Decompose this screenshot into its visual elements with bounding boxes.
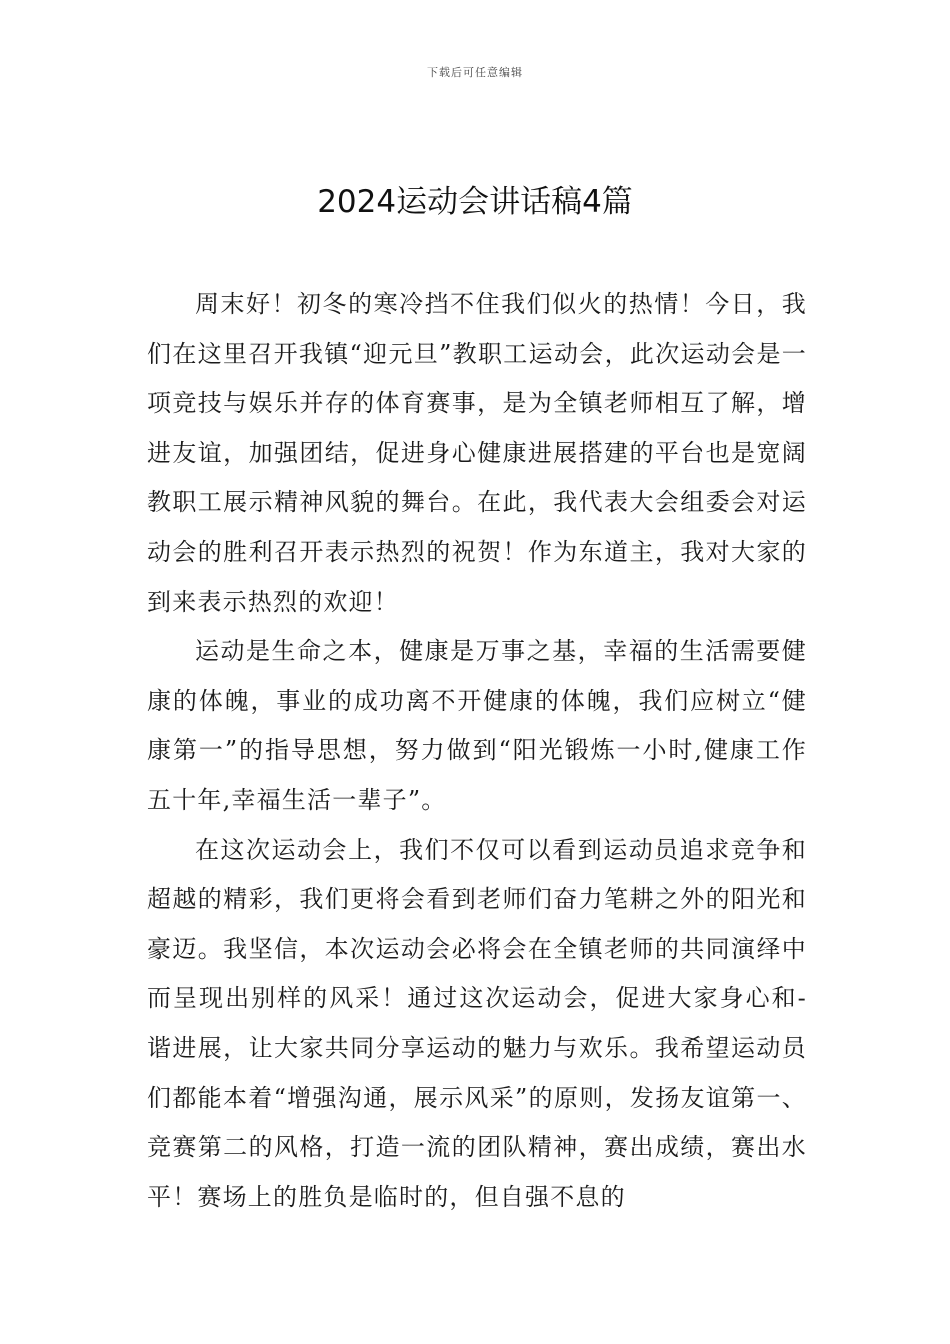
header-note: 下载后可任意编辑	[427, 66, 523, 79]
paragraph-2: 运动是生命之本，健康是万事之基，幸福的生活需要健康的体魄，事业的成功离不开健康的体魄，我们应树立“健康第一”的指导思想，努力做到“阳光锻炼一小时,健康工作五十年,幸福生活一辈子”。	[147, 637, 807, 814]
paragraph-1: 周末好！初冬的寒冷挡不住我们似火的热情！今日，我们在这里召开我镇“迎元旦”教职工运动会，此次运动会是一项竞技与娱乐并存的体育赛事，是为全镇老师相互了解，增进友谊，加强团结，促进身心健康进展搭建的平台也是宽阔教职工展示精神风貌的舞台。在此，我代表大会组委会对运动会的胜利召开表示热烈的祝贺！作为东道主，我对大家的到来表示热烈的欢迎！	[147, 290, 807, 616]
paragraph-3: 在这次运动会上，我们不仅可以看到运动员追求竞争和超越的精彩，我们更将会看到老师们奋力笔耕之外的阳光和豪迈。我坚信，本次运动会必将会在全镇老师的共同演绎中而呈现出别样的风采！通过这次运动会，促进大家身心和-谐进展，让大家共同分享运动的魅力与欢乐。我希望运动员们都能本着“增强沟通，展示风采”的原则，发扬友谊第一、竞赛第二的风格，打造一流的团队精神，赛出成绩，赛出水平！赛场上的胜负是临时的，但自强不息的	[147, 835, 807, 1211]
document-body	[147, 280, 807, 1222]
document-title: 2024运动会讲话稿4篇	[317, 184, 633, 220]
